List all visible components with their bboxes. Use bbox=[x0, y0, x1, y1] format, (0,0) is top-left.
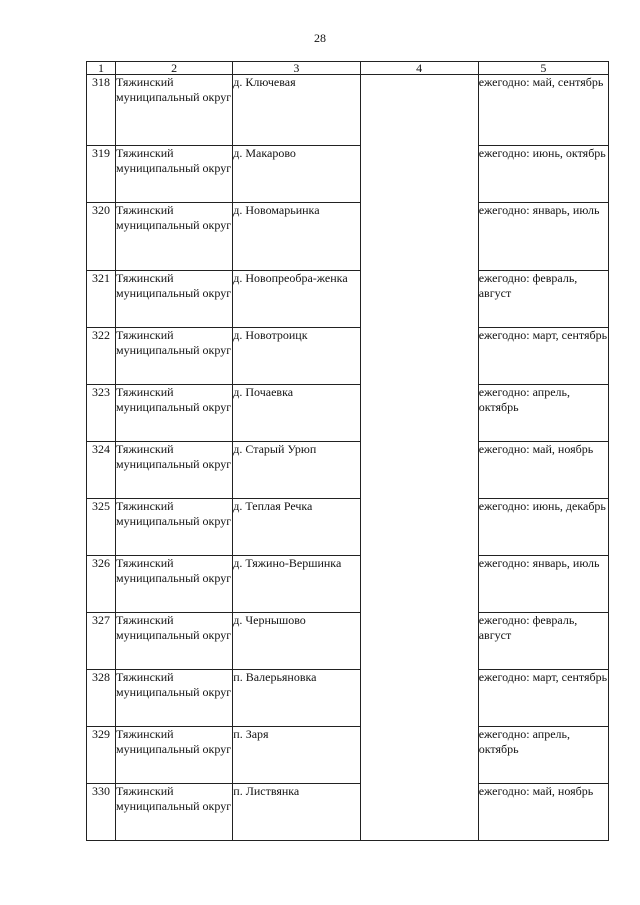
table-row bbox=[87, 784, 609, 841]
locality-cell: д. Новомарьинка bbox=[233, 203, 360, 271]
district-cell: Тяжинский муниципальный округ bbox=[116, 203, 233, 271]
schedule-cell: ежегодно: июнь, декабрь bbox=[478, 499, 608, 556]
district-cell: Тяжинский муниципальный округ bbox=[116, 75, 233, 146]
table-row bbox=[87, 271, 609, 328]
locality-cell: д. Макарово bbox=[233, 146, 360, 203]
column-header-2: 2 bbox=[116, 62, 233, 75]
district-cell: Тяжинский муниципальный округ bbox=[116, 385, 233, 442]
locality-cell: п. Валерьяновка bbox=[233, 670, 360, 727]
locality-cell: п. Листвянка bbox=[233, 784, 360, 841]
column-header-1: 1 bbox=[87, 62, 116, 75]
row-number: 321 bbox=[87, 271, 116, 328]
schedule-cell: ежегодно: июнь, октябрь bbox=[478, 146, 608, 203]
schedule-cell: ежегодно: февраль, август bbox=[478, 271, 608, 328]
locality-cell: д. Старый Урюп bbox=[233, 442, 360, 499]
page-number: 28 bbox=[314, 31, 326, 45]
locality-cell: п. Заря bbox=[233, 727, 360, 784]
row-number: 330 bbox=[87, 784, 116, 841]
table-row bbox=[87, 499, 609, 556]
district-cell: Тяжинский муниципальный округ bbox=[116, 271, 233, 328]
schedule-cell: ежегодно: апрель, октябрь bbox=[478, 385, 608, 442]
district-cell: Тяжинский муниципальный округ bbox=[116, 727, 233, 784]
district-cell: Тяжинский муниципальный округ bbox=[116, 328, 233, 385]
schedule-cell: ежегодно: март, сентябрь bbox=[478, 328, 608, 385]
column-header-5: 5 bbox=[478, 62, 608, 75]
locality-cell: д. Тяжино-Вершинка bbox=[233, 556, 360, 613]
row-number: 325 bbox=[87, 499, 116, 556]
locality-cell: д. Новопреобра-женка bbox=[233, 271, 360, 328]
table-row bbox=[87, 727, 609, 784]
schedule-table bbox=[86, 61, 609, 841]
locality-cell: д. Ключевая bbox=[233, 75, 360, 146]
table-row bbox=[87, 385, 609, 442]
schedule-cell: ежегодно: май, ноябрь bbox=[478, 784, 608, 841]
district-cell: Тяжинский муниципальный округ bbox=[116, 784, 233, 841]
district-cell: Тяжинский муниципальный округ bbox=[116, 442, 233, 499]
district-cell: Тяжинский муниципальный округ bbox=[116, 146, 233, 203]
column-header-3: 3 bbox=[233, 62, 360, 75]
row-number: 329 bbox=[87, 727, 116, 784]
column-header-4: 4 bbox=[360, 62, 478, 75]
schedule-cell: ежегодно: февраль, август bbox=[478, 613, 608, 670]
table-row bbox=[87, 203, 609, 271]
schedule-cell: ежегодно: апрель, октябрь bbox=[478, 727, 608, 784]
district-cell: Тяжинский муниципальный округ bbox=[116, 499, 233, 556]
row-number: 319 bbox=[87, 146, 116, 203]
row-number: 327 bbox=[87, 613, 116, 670]
row-number: 320 bbox=[87, 203, 116, 271]
locality-cell: д. Чернышово bbox=[233, 613, 360, 670]
table-body bbox=[87, 75, 609, 841]
district-cell: Тяжинский муниципальный округ bbox=[116, 613, 233, 670]
row-number: 328 bbox=[87, 670, 116, 727]
table-row bbox=[87, 613, 609, 670]
locality-cell: д. Почаевка bbox=[233, 385, 360, 442]
schedule-cell: ежегодно: май, ноябрь bbox=[478, 442, 608, 499]
row-number: 322 bbox=[87, 328, 116, 385]
column-4-cell bbox=[360, 75, 478, 841]
schedule-cell: ежегодно: январь, июль bbox=[478, 556, 608, 613]
row-number: 323 bbox=[87, 385, 116, 442]
table-row bbox=[87, 670, 609, 727]
district-cell: Тяжинский муниципальный округ bbox=[116, 556, 233, 613]
locality-cell: д. Теплая Речка bbox=[233, 499, 360, 556]
schedule-cell: ежегодно: май, сентябрь bbox=[478, 75, 608, 146]
locality-cell: д. Новотроицк bbox=[233, 328, 360, 385]
table-row bbox=[87, 556, 609, 613]
row-number: 326 bbox=[87, 556, 116, 613]
table-row bbox=[87, 75, 609, 146]
table-row bbox=[87, 328, 609, 385]
table-row bbox=[87, 442, 609, 499]
district-cell: Тяжинский муниципальный округ bbox=[116, 670, 233, 727]
table-row bbox=[87, 146, 609, 203]
schedule-cell: ежегодно: январь, июль bbox=[478, 203, 608, 271]
row-number: 318 bbox=[87, 75, 116, 146]
row-number: 324 bbox=[87, 442, 116, 499]
header-row bbox=[87, 62, 609, 75]
schedule-cell: ежегодно: март, сентябрь bbox=[478, 670, 608, 727]
